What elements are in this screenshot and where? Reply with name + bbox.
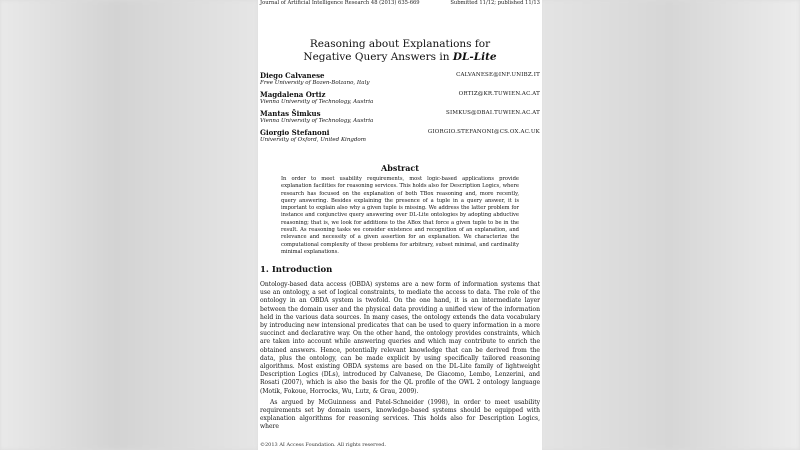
author-name: Magdalena Ortiz [260,90,326,99]
abstract-heading: Abstract [381,163,419,173]
author-name: Mantas Šimkus [260,109,321,118]
author-email[interactable]: CALVANESE@INF.UNIBZ.IT [456,72,540,78]
author-entry [260,90,540,109]
author-entry [260,71,540,90]
title-line-2 [258,51,542,64]
running-header [260,0,540,8]
author-affiliation: Vienna University of Technology, Austria [260,118,374,124]
left-background [0,0,258,450]
author-email[interactable]: SIMKUS@DBAI.TUWIEN.AC.AT [446,110,540,116]
submission-dates: Submitted 11/12; published 11/13 [450,0,540,6]
author-affiliation: University of Oxford, United Kingdom [260,137,366,143]
title-line-1: Reasoning about Explanations for [309,38,491,50]
abstract-text: In order to meet usability requirements, most logic-based applications provide explanation facilities for reasoning services. This holds also for Description Logics, where research has focused on the explanation of both TBox reasoning and, more recently, query answering. Besides explaining the presence of a tuple in a query answer, it is important to explain also why a given tuple is missing. We address the latter problem for instance and conjunctive query answering over DL-Lite ontologies by adopting abductive reasoning; that is, we look for additions to the ABox that force a given tuple to be in the result. As reasoning tasks we consider existence and recognition of an explanation, and relevance and necessity of a given assertion for an explanation. We characterize the computational complexity of these problems for arbitrary, subset minimal, and cardinality minimal explanations. [281,176,519,255]
section-heading: 1. Introduction [260,265,333,275]
paragraph: Ontology-based data access (OBDA) systems are a new form of information systems that use an ontology, a set of logical constraints, to mediate the access to data. The role of the ontology in an OBDA system is twofold. On the one hand, it is an intermediate layer between the domain user and the physical data providing a unified view of the information held in the various data sources. In many cases, the ontology extends the data vocabulary by introducing new intensional predicates that can be used to query information in a more succinct and declarative way. On the other hand, the ontology provides constraints, which are taken into account while answering queries and which may contribute to enrich the obtained answers. Hence, potentially relevant knowledge that can be derived from the data, plus the ontology, can be made explicit by using specifically tailored reasoning algorithms. Most existing OBDA systems are based on the DL-Lite family of lightweight Description Logics (DLs), introduced by Calvanese, De Giacomo, Lembo, Lenzerini, and Rosati (2007), which is also the basis for the QL profile of the OWL 2 ontology language (Motik, Fokoue, Horrocks, Wu, Lutz, & Grau, 2009). [260,281,540,395]
journal-citation: Journal of Artificial Intelligence Research 48 (2013) 635-669 [260,0,420,6]
paragraph: As argued by McGuinness and Patel-Schneider (1998), in order to meet usability requirements set by domain users, knowledge-based systems should be equipped with explanation algorithms for reasoning services. This holds also for Description Logics, where [260,398,540,431]
author-name: Giorgio Stefanoni [260,128,330,137]
paper-page [258,0,542,450]
introduction-body [260,281,540,432]
author-entry [260,109,540,128]
author-entry [260,128,540,147]
author-affiliation: Free University of Bozen-Bolzano, Italy [260,80,370,86]
author-affiliation: Vienna University of Technology, Austria [260,99,374,105]
title-line-2-text: Negative Query Answers in [303,51,450,63]
author-email[interactable]: ORTIZ@KR.TUWIEN.AC.AT [458,91,540,97]
right-background [540,0,800,450]
title-dl-lite: DL-Lite [452,51,497,63]
author-name: Diego Calvanese [260,71,325,80]
paper-title [258,38,542,64]
author-list [260,71,540,147]
copyright-footer: ©2013 AI Access Foundation. All rights reserved. [260,442,387,448]
author-email[interactable]: GIORGIO.STEFANONI@CS.OX.AC.UK [427,129,540,135]
